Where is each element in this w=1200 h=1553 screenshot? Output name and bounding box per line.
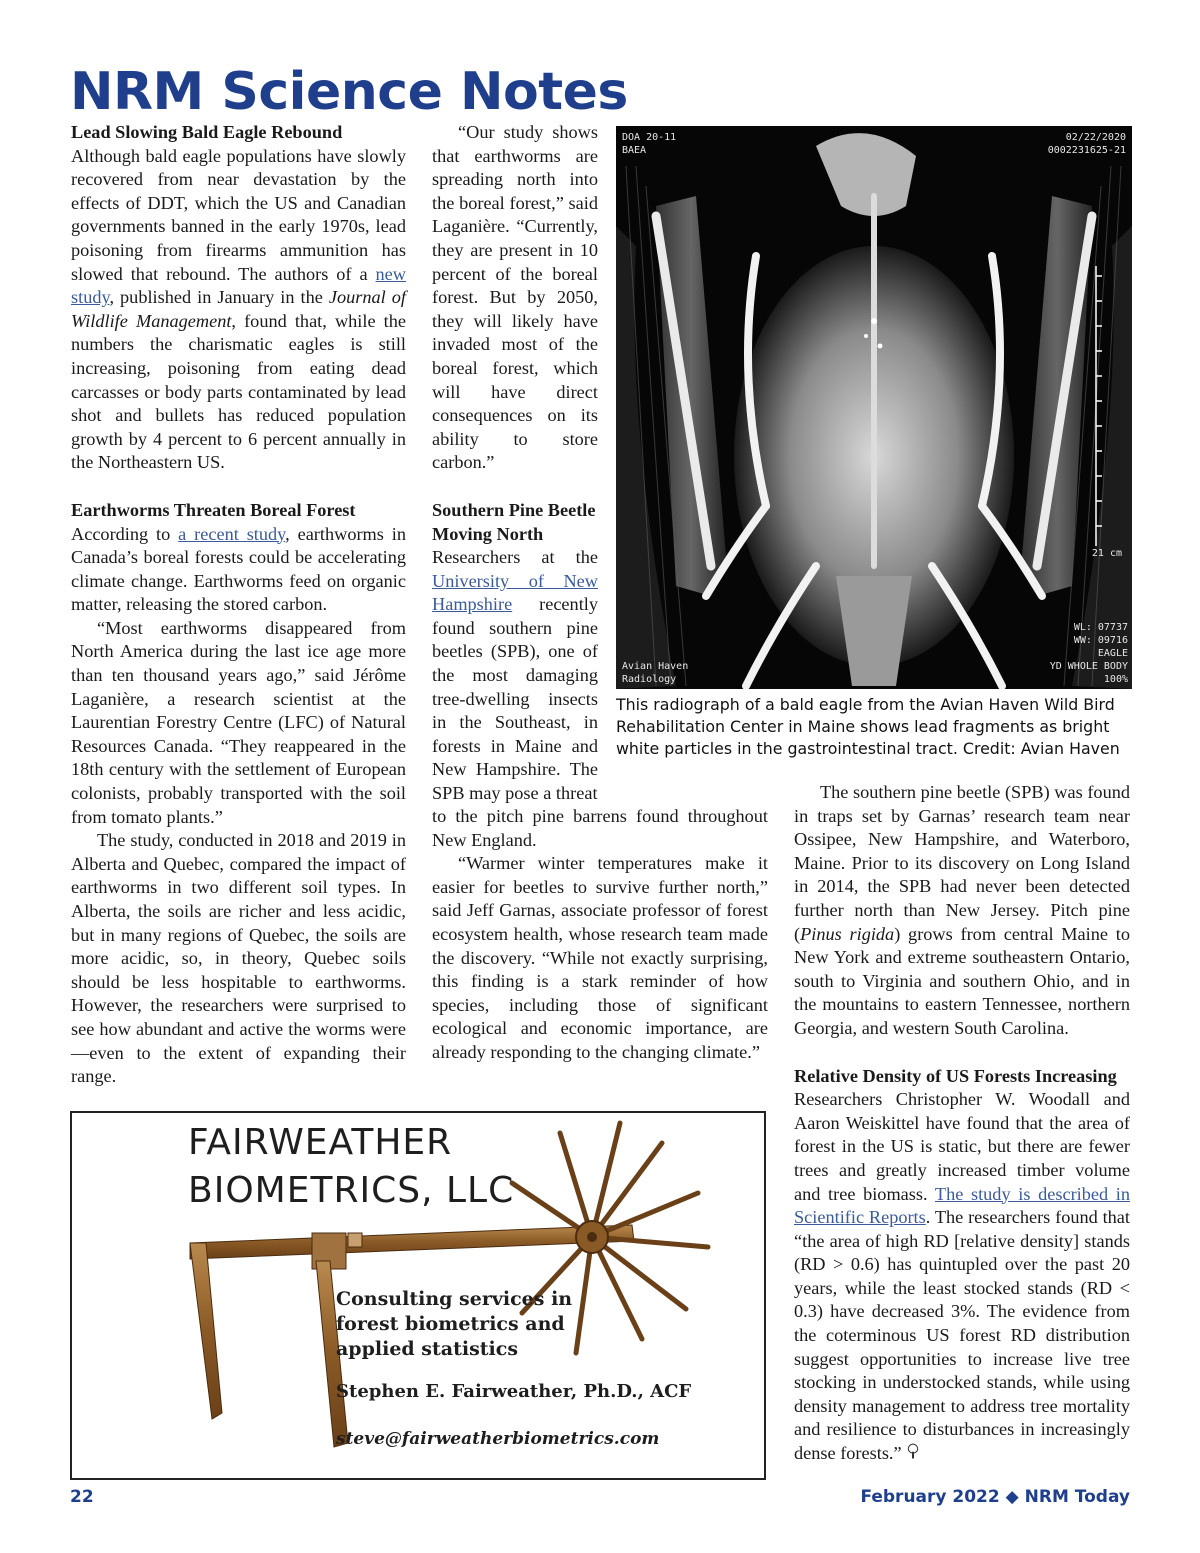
ad-email[interactable]: steve@fairweatherbiometrics.com xyxy=(336,1429,660,1449)
eagle-text-a: Although bald eagle populations have slowly recovered from near devastation by the effects of DDT, which the US and Canadian governments banned in the early 1970s, lead poisoning from firearms ammunition has slowed that rebound. The authors of a xyxy=(71,145,406,284)
density-article xyxy=(794,1065,1130,1466)
xray-label-tl2: BAEA xyxy=(622,145,647,156)
density-headline: Relative Density of US Forests Increasing xyxy=(794,1065,1117,1086)
beetle-paragraph-3 xyxy=(794,781,1130,1041)
earthworm-article xyxy=(71,499,406,1089)
density-text-a: Researchers Christopher W. Woodall and Aaron Weiskittel have found that the area of forest in the US is static, but there are fewer trees and greatly increased timber volume and tree biomass. xyxy=(794,1089,1130,1204)
earthworm-text-a: According to xyxy=(71,523,179,544)
xray-label-br5: 100% xyxy=(1103,674,1128,685)
xray-label-br3: EAGLE xyxy=(1097,648,1128,659)
column-2-upper xyxy=(432,121,598,806)
beetle-text-b: recently found southern pine beetles (SPB), one of the most damaging tree-dwelling insects in the Southeast, in forests in Maine and New Hampshire. The SPB may pose a threat xyxy=(432,594,598,804)
scientific-reports-link[interactable]: The study is described in Scientific Reports xyxy=(794,1183,1130,1228)
xray-label-tr2: 0002231625-21 xyxy=(1047,145,1126,156)
column-2-lower xyxy=(432,805,768,1065)
xray-label-br4: YD WHOLE BODY xyxy=(1049,661,1128,672)
ad-company-line-1: FAIRWEATHER xyxy=(188,1122,453,1163)
radiograph-caption: This radiograph of a bald eagle from the Avian Haven Wild Bird Rehabilitation Center in Maine shows lead fragments as bright white particles in the gastrointestinal tract. Credit: Avian Haven xyxy=(616,695,1120,758)
xray-label-br2: WW: 09716 xyxy=(1073,635,1128,646)
ad-person-name: Stephen E. Fairweather, Ph.D., ACF xyxy=(336,1381,692,1402)
column-3 xyxy=(794,781,1130,1466)
beetle-article xyxy=(432,499,598,806)
journal-name: Journal of Wildlife Management xyxy=(71,287,406,331)
eagle-headline: Lead Slowing Bald Eagle Rebound xyxy=(71,122,343,142)
density-text-b: . The researchers found that “the area of high RD [relative density] stands (RD > 0.6) has quintupled over the past 20 years, while the least stocked stands (RD < 0.3) have decreased 3%. The evidence from the coterminous US forest RD distribution suggest opportunities to increase live tree stocking in understocked stands, while using density management to address tree mortality and resilience to disturbances in increasingly dense forests.” xyxy=(794,1207,1130,1464)
issue-footer: February 2022 ◆ NRM Today xyxy=(860,1487,1130,1507)
page-title: NRM Science Notes xyxy=(70,62,628,122)
recent-study-link[interactable]: a recent study xyxy=(178,523,286,544)
earthworm-paragraph-1 xyxy=(71,523,406,617)
earthworm-paragraph-3: The study, conducted in 2018 and 2019 in Alberta and Quebec, compared the impact of earthworms in two different soil types. In Alberta, the soils are richer and less acidic, but in many regions of Quebec, the soils are more acidic, so, in theory, Quebec soils should be less hospitable to earthworms. However, the researchers were surprised to see how abundant and active the worms were—even to the extent of expanding their range. xyxy=(71,830,406,1087)
eagle-text-c: , found that, while the numbers the charismatic eagles is still increasing, poisoning from eating dead carcasses or body parts contaminated by lead shot and bullets has reduced population growth by 4 percent to 6 percent annually in the Northeastern US. xyxy=(71,310,406,473)
radiograph-graphic xyxy=(616,126,1132,689)
unh-link[interactable]: University of New Hampshire xyxy=(432,570,598,615)
density-paragraph xyxy=(794,1088,1130,1466)
species-name: Pinus rigida xyxy=(800,923,895,944)
eagle-article xyxy=(71,121,406,475)
ad-services-3: applied statistics xyxy=(336,1338,519,1360)
xray-label-tl1: DOA 20-11 xyxy=(622,132,677,143)
xray-label-tr1: 02/22/2020 xyxy=(1065,132,1126,143)
beetle-headline: Southern Pine Beetle Moving North xyxy=(432,499,596,544)
fairweather-ad[interactable] xyxy=(70,1111,766,1480)
beetle-paragraph-2: “Warmer winter temperatures make it easier for beetles to survive further north,” said Jeff Garnas, associate professor of forest ecosystem health, whose research team made the discovery. “While not exactly surprising, this finding is a stark reminder of how species, including those of significant ecological and economic importance, are already responding to the changing climate.” xyxy=(432,853,768,1062)
beetle-paragraph-1-continued: to the pitch pine barrens found throughout New England. xyxy=(432,806,768,850)
eagle-paragraph xyxy=(71,145,406,475)
page-number: 22 xyxy=(70,1487,94,1507)
ad-company-line-2: BIOMETRICS, LLC xyxy=(188,1170,515,1211)
earthworm-text-b: , earthworms in Canada’s boreal forests could be accelerating climate change. Earthworms feed on organic matter, releasing the stored carbon. xyxy=(71,523,406,615)
earthworm-paragraph-2: “Most earthworms disappeared from North America during the last ice age more than ten thousand years ago,” said Jérôme Laganière, a research scientist at the Laurentian Forestry Centre (LFC) of Natural Resources Canada. “They reappeared in the 18th century with the settlement of European colonists, probably transported with the soil from tomato plants.” xyxy=(71,617,406,827)
xray-label-bl2: Radiology xyxy=(622,674,677,685)
beetle-text-a: Researchers at the xyxy=(432,547,598,568)
column-1 xyxy=(71,121,406,1089)
xray-scale-label: 21 cm xyxy=(1091,548,1122,559)
eagle-text-b: , published in January in the xyxy=(109,287,329,308)
ad-services-2: forest biometrics and xyxy=(336,1313,565,1335)
beetle-paragraph-1 xyxy=(432,546,598,806)
ad-services-1: Consulting services in xyxy=(336,1288,573,1310)
eagle-radiograph xyxy=(616,126,1132,689)
new-study-link[interactable]: new study xyxy=(71,263,406,308)
xray-label-bl1: Avian Haven xyxy=(622,661,689,672)
earthworm-headline: Earthworms Threaten Boreal Forest xyxy=(71,499,356,520)
beetle-text-c: The southern pine beetle (SPB) was found in traps set by Garnas’ research team near Ossipee, New Hampshire, and Waterboro, Maine. Prior to its discovery on Long Island in 2014, the SPB had never been detected further north than New Jersey. Pitch pine ( xyxy=(794,782,1130,944)
beetle-text-d: ) grows from central Maine to New York and extreme southeastern Ontario, south to Virginia and southern Ohio, and in the mountains to eastern Tennessee, northern Georgia, and western South Carolina. xyxy=(794,923,1130,1038)
tree-icon xyxy=(906,1442,920,1466)
earthworm-paragraph-4: “Our study shows that earthworms are spreading north into the boreal forest,” said Laganière. “Currently, they are present in 10 percent of the boreal forest. But by 2050, they will likely have invaded most of the boreal forest, which will have direct consequences on its ability to store carbon.” xyxy=(432,122,598,473)
xray-label-br1: WL: 07737 xyxy=(1073,622,1128,633)
